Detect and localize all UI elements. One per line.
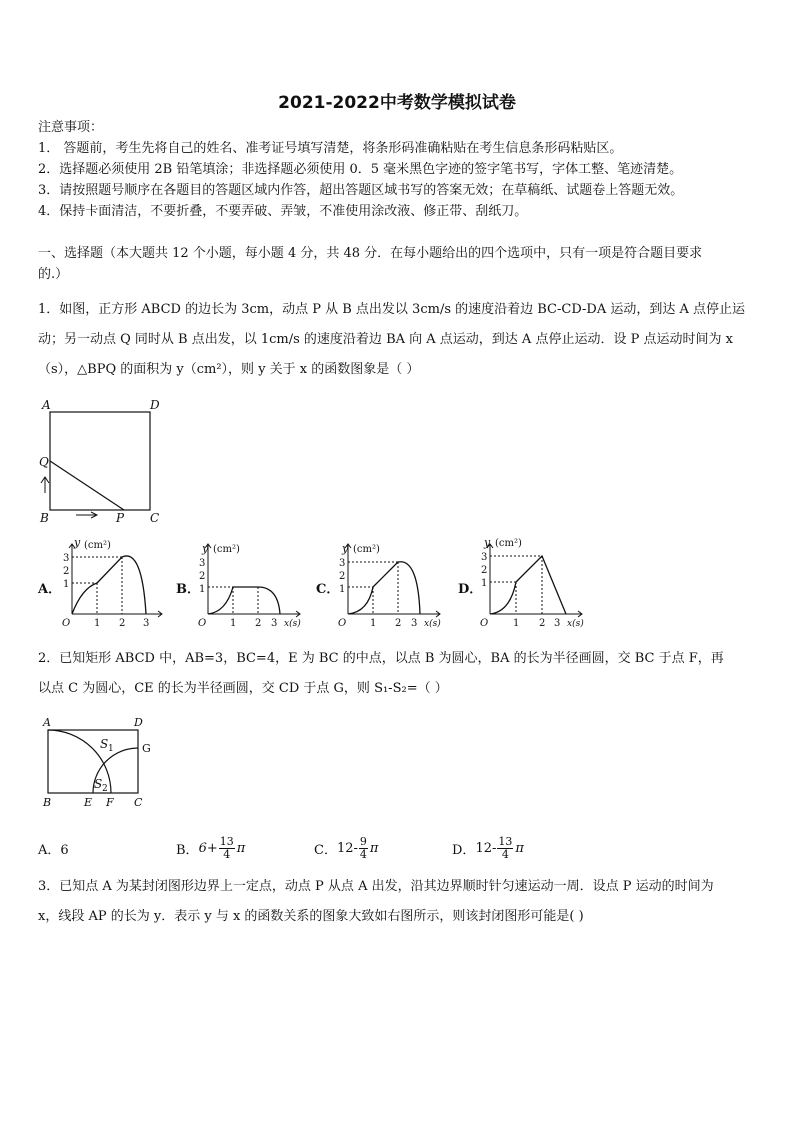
denominator: 4	[501, 847, 509, 861]
x-tick: 2	[119, 618, 126, 629]
y-tick: 1	[339, 584, 346, 595]
question-2-text	[38, 644, 724, 704]
y-tick: 3	[481, 552, 488, 563]
option-c	[314, 830, 378, 866]
y-axis-label: y	[484, 536, 491, 549]
denominator: 4	[359, 847, 367, 861]
y-tick: 1	[63, 579, 70, 590]
x-axis-label: x(s)	[567, 619, 584, 629]
region-subscript: 1	[108, 744, 114, 754]
x-tick: 1	[230, 618, 237, 629]
y-unit-label: (cm²)	[495, 538, 522, 549]
notice-heading: 注意事项：	[38, 120, 104, 135]
vertex-label: D	[150, 398, 160, 412]
origin-label: O	[338, 618, 347, 629]
option-prefix: 6+	[198, 840, 218, 856]
vertex-label: D	[134, 716, 143, 729]
option-d-label: D．	[458, 582, 483, 597]
option-prefix: 12-	[336, 840, 358, 856]
option-d	[452, 830, 524, 866]
option-label: B．	[176, 842, 199, 858]
question-1-text	[38, 295, 745, 385]
question-line: x，线段 AP 的长为 y．表示 y 与 x 的函数关系的图象大致如右图所示，则该封闭图形可能是( )	[38, 909, 584, 924]
x-tick: 2	[255, 618, 262, 629]
y-tick: 2	[339, 571, 346, 582]
origin-label: O	[198, 618, 207, 629]
region-subscript: 2	[102, 784, 108, 794]
y-tick: 2	[199, 571, 206, 582]
vertex-label: C	[134, 796, 143, 809]
option-prefix: 12-	[475, 840, 497, 856]
y-tick: 1	[199, 584, 206, 595]
fraction	[497, 836, 513, 861]
pi-symbol: π	[236, 840, 246, 856]
option-label: C．	[314, 842, 337, 858]
vertex-label: P	[116, 511, 125, 525]
y-axis-label: y	[74, 536, 81, 549]
vertex-label: B	[43, 796, 52, 809]
region-label-s1: S	[100, 737, 109, 751]
notice-item: 1． 答题前，考生先将自己的姓名、准考证号填写清楚，将条形码准确粘贴在考生信息条形码粘贴区。	[38, 141, 623, 156]
notice-item: 3．请按照题号顺序在各题目的答题区域内作答，超出答题区域书写的答案无效；在草稿纸、试题卷上答题无效。	[38, 183, 684, 198]
q1-square-figure	[36, 398, 166, 526]
section-line: 的.）	[38, 267, 69, 282]
x-tick: 1	[94, 618, 101, 629]
question-line: 1．如图，正方形 ABCD 的边长为 3cm，动点 P 从 B 点出发以 3cm/s 的速度沿着边 BC-CD-DA 运动，到达 A 点停止运	[38, 302, 745, 317]
option-a	[38, 830, 69, 866]
section-heading	[38, 244, 702, 286]
x-tick: 2	[539, 618, 546, 629]
graph-option-d	[478, 536, 593, 630]
fraction	[219, 836, 235, 861]
y-unit-label: (cm²)	[213, 544, 240, 555]
y-axis-label: y	[202, 542, 209, 555]
option-label: D．	[452, 842, 476, 858]
graph-option-b	[196, 538, 311, 630]
question-line: 2．已知矩形 ABCD 中，AB=3，BC=4，E 为 BC 的中点，以点 B 为圆心，BA 的长为半径画圆，交 BC 于点 F，再	[38, 651, 724, 666]
question-line: （s），△BPQ 的面积为 y（cm²），则 y 关于 x 的函数图象是（ ）	[38, 362, 420, 377]
question-3-text	[38, 872, 714, 932]
y-unit-label: (cm²)	[353, 544, 380, 555]
y-tick: 1	[481, 578, 488, 589]
pi-symbol: π	[515, 840, 524, 856]
graph-option-c	[336, 538, 451, 630]
vertex-label: A	[42, 398, 51, 412]
q2-options	[38, 830, 778, 866]
x-tick: 1	[370, 618, 377, 629]
y-tick: 3	[339, 558, 346, 569]
x-tick: 1	[513, 618, 520, 629]
pi-symbol: π	[369, 840, 379, 856]
x-tick: 2	[395, 618, 402, 629]
vertex-label: E	[84, 796, 93, 809]
option-a-label: A．	[38, 582, 62, 597]
y-tick: 3	[63, 553, 70, 564]
vertex-label: A	[43, 716, 51, 729]
origin-label: O	[62, 618, 71, 629]
region-label-s2: S	[94, 777, 103, 791]
question-line: 动；另一动点 Q 同时从 B 点出发，以 1cm/s 的速度沿着边 BA 向 A 点运动，到达 A 点停止运动．设 P 点运动时间为 x	[38, 332, 733, 347]
notice-block	[38, 118, 683, 223]
vertex-label: F	[106, 796, 114, 809]
denominator: 4	[223, 847, 231, 861]
option-b	[176, 830, 245, 866]
y-tick: 2	[63, 566, 70, 577]
x-tick: 3	[554, 618, 561, 629]
notice-item: 2．选择题必须使用 2B 铅笔填涂；非选择题必须使用 0．5 毫米黑色字迹的签字笔书写，字体工整、笔迹清楚。	[38, 162, 683, 177]
numerator: 13	[219, 834, 234, 848]
notice-item: 4．保持卡面清洁，不要折叠，不要弄破、弄皱，不准使用涂改液、修正带、刮纸刀。	[38, 204, 528, 219]
y-axis-label: y	[342, 542, 349, 555]
option-c-label: C．	[316, 582, 340, 597]
option-b-label: B．	[176, 582, 200, 597]
y-tick: 2	[481, 565, 488, 576]
page-title: 2021-2022中考数学模拟试卷	[278, 93, 516, 113]
x-tick: 3	[143, 618, 150, 629]
x-axis-label: x(s)	[284, 619, 301, 629]
fraction	[359, 836, 368, 861]
vertex-label: B	[40, 511, 49, 525]
option-a-text: A．6	[38, 842, 69, 858]
vertex-label: G	[142, 742, 151, 755]
origin-label: O	[480, 618, 489, 629]
section-line: 一、选择题（本大题共 12 个小题，每小题 4 分，共 48 分．在每小题给出的四个选项中，只有一项是符合题目要求	[38, 246, 703, 261]
x-tick: 3	[271, 618, 278, 629]
vertex-label: Q	[39, 455, 49, 469]
numerator: 13	[498, 834, 513, 848]
vertex-label: C	[150, 511, 160, 525]
q2-rectangle-figure	[38, 714, 158, 810]
question-line: 以点 C 为圆心，CE 的长为半径画圆，交 CD 于点 G，则 S₁-S₂=（ ）	[38, 681, 448, 696]
x-tick: 3	[411, 618, 418, 629]
question-line: 3．已知点 A 为某封闭图形边界上一定点，动点 P 从点 A 出发，沿其边界顺时针匀速运动一周．设点 P 运动的时间为	[38, 879, 714, 894]
y-unit-label: (cm²)	[84, 540, 111, 551]
numerator: 9	[359, 834, 367, 848]
x-axis-label: x(s)	[424, 619, 441, 629]
graph-option-a	[60, 538, 170, 628]
y-tick: 3	[199, 558, 206, 569]
